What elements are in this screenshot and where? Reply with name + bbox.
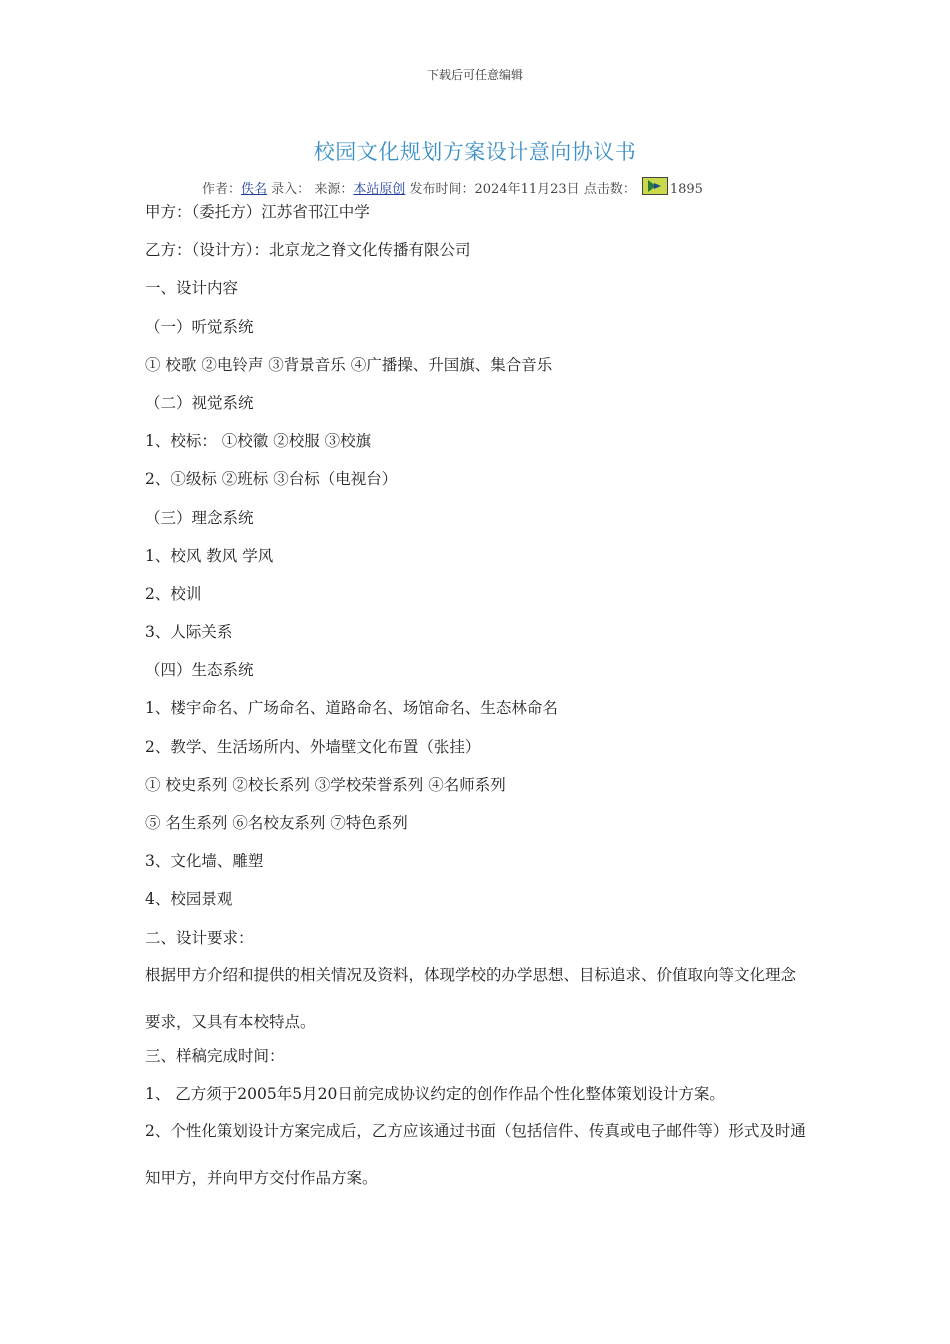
list-item: ⑤ 名生系列 ⑥名校友系列 ⑦特色系列 <box>145 814 408 832</box>
source-link[interactable]: 本站原创 <box>353 182 406 197</box>
hits-counter-icon <box>642 177 668 195</box>
list-item: 1、校风 教风 学风 <box>145 546 274 565</box>
list-item: 3、人际关系 <box>145 623 233 642</box>
list-item: 3、文化墙、雕塑 <box>145 852 264 871</box>
subsection-heading: （一）听觉系统 <box>145 317 254 336</box>
hits-count: 1895 <box>669 182 703 197</box>
source-label: 来源： <box>314 182 354 197</box>
page-title: 校园文化规划方案设计意向协议书 <box>313 140 637 164</box>
document-body <box>145 200 810 1200</box>
section-heading: 三、样稿完成时间： <box>145 1046 285 1065</box>
list-item: 1、楼宇命名、广场命名、道路命名、场馆命名、生态林命名 <box>145 699 558 718</box>
list-item: ① 校史系列 ②校长系列 ③学校荣誉系列 ④名师系列 <box>145 775 506 794</box>
author-link[interactable]: 佚名 <box>241 182 268 197</box>
date-label: 发布时间： <box>409 182 475 197</box>
subsection-heading: （四）生态系统 <box>145 661 254 680</box>
delivery-paragraph: 2、个性化策划设计方案完成后，乙方应该通过书面（包括信件、传真或电子邮件等）形式及时通知甲方，并向甲方交付作品方案。 <box>145 1122 806 1188</box>
header-note: 下载后可任意编辑 <box>426 68 523 82</box>
list-item: 1、 乙方须于2005年5月20日前完成协议约定的创作作品个性化整体策划设计方案。 <box>145 1084 725 1103</box>
list-item: 2、①级标 ②班标 ③台标（电视台） <box>145 470 398 489</box>
list-item: 2、校训 <box>145 584 202 603</box>
section-heading: 二、设计要求： <box>145 928 254 947</box>
list-item: ① 校歌 ②电铃声 ③背景音乐 ④广播操、升国旗、集合音乐 <box>145 355 553 374</box>
list-item: 4、校园景观 <box>145 890 233 909</box>
party-a: 甲方：（委托方）江苏省邗江中学 <box>145 203 370 221</box>
entry-label: 录入： <box>271 182 311 197</box>
hits-label: 点击数： <box>583 182 636 197</box>
section-heading: 一、设计内容 <box>145 279 239 298</box>
subsection-heading: （三）理念系统 <box>145 508 254 527</box>
subsection-heading: （二）视觉系统 <box>145 393 254 412</box>
publish-date: 2024年11月23日 <box>474 182 580 197</box>
requirements-paragraph: 根据甲方介绍和提供的相关情况及资料，体现学校的办学思想、目标追求、价值取向等文化理念要求，又具有本校特点。 <box>145 965 797 1031</box>
list-item: 1、校标： ①校徽 ②校服 ③校旗 <box>145 432 372 451</box>
author-label: 作者： <box>202 182 242 197</box>
party-b: 乙方：（设计方）：北京龙之脊文化传播有限公司 <box>145 241 471 260</box>
article-meta <box>202 177 703 197</box>
list-item: 2、教学、生活场所内、外墙壁文化布置（张挂） <box>145 737 481 756</box>
